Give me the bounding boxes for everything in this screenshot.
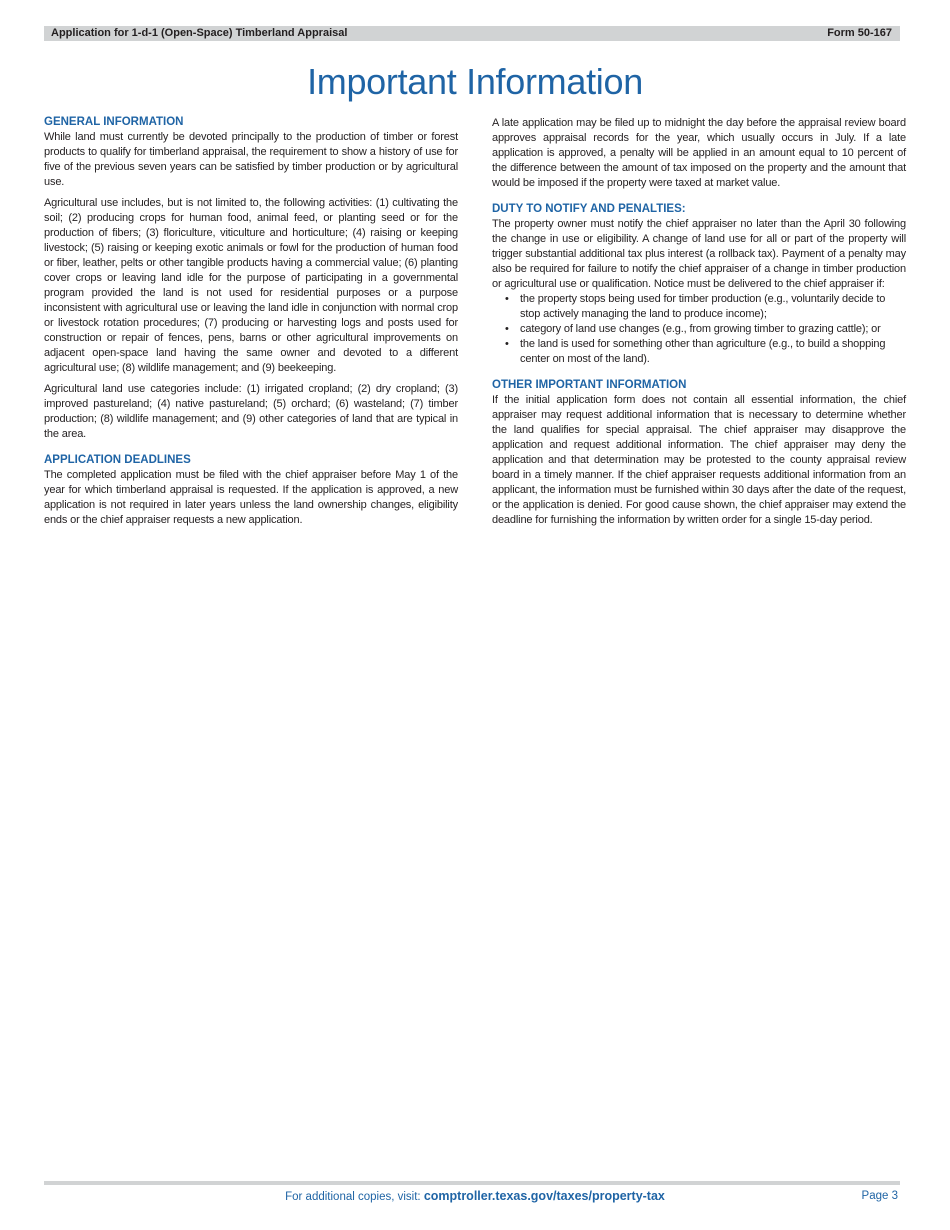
page-title: Important Information — [307, 61, 643, 102]
duty-to-notify-paragraph: The property owner must notify the chief appraiser no later than the April 30 following the change in use or eligibility. A change of land use for all or part of the property will trigger substantial additional tax plus interest (a rollback tax). Payment of a penalty may also be required for failure to notify the chief appraiser of a change in timber production or agricultural use or qualification. Notice must be delivered to the chief appraiser if: — [492, 218, 906, 290]
list-item: • the property stops being used for timber production (e.g., voluntarily decide to stop actively managing the land to produce income); — [505, 293, 886, 320]
duty-to-notify-heading: DUTY TO NOTIFY AND PENALTIES: — [492, 203, 686, 215]
notify-conditions-list — [492, 292, 906, 367]
page-footer — [0, 1188, 950, 1204]
right-column — [492, 116, 906, 534]
form-number: Form 50-167 — [827, 27, 892, 39]
general-information-paragraph-2: Agricultural use includes, but is not limited to, the following activities: (1) cultivating the soil; (2) producing crops for human food, animal feed, or planting seed or for the production of fibers; (3) floriculture, viticulture and horticulture; (4) raising or keeping livestock; (5) raising or keeping exotic animals or fowl for the production of human food or fiber, leather, pelts or other tangible products having a commercial value; (6) planting cover crops or leaving land idle for the purpose of participating in a governmental program provided the land is not used for residential purposes or a purpose inconsistent with agricultural use or leaving the land idle in conjunction with normal crop or livestock rotation procedures; (7) producing or harvesting logs and posts used for construction or repair of fences, pens, barns or other agricultural improvements on adjacent open-space land having the same owner and devoted to a different agricultural use; (8) wildlife management; and (9) beekeeping. — [44, 197, 458, 374]
general-information-paragraph-3: Agricultural land use categories include: (1) irrigated cropland; (2) dry cropland; (3) improved pastureland; (4) native pastureland; (5) orchard; (6) wasteland; (7) timber production; (8) wildlife management; and (9) other categories of land that are typical in the area. — [44, 383, 458, 440]
footer-copies-text: For additional copies, visit: — [285, 1191, 424, 1203]
late-application-paragraph: A late application may be filed up to midnight the day before the appraisal review board approves appraisal records for the year, which usually occurs in July. If a late application is approved, a penalty will be applied in an amount equal to 10 percent of the difference between the amount of tax imposed on the property and the amount that would be imposed if the property were taxed at market value. — [492, 117, 906, 189]
bullet-icon: • — [505, 338, 509, 350]
list-item: • the land is used for something other than agriculture (e.g., to build a shopping center on most of the land). — [505, 338, 886, 365]
general-information-heading: GENERAL INFORMATION — [44, 116, 184, 128]
footer-divider — [44, 1181, 900, 1185]
application-deadlines-heading: APPLICATION DEADLINES — [44, 454, 191, 466]
form-title: Application for 1-d-1 (Open-Space) Timberland Appraisal — [51, 27, 348, 39]
list-item: • category of land use changes (e.g., from growing timber to grazing cattle); or — [505, 323, 881, 335]
application-deadlines-paragraph: The completed application must be filed with the chief appraiser before May 1 of the year for which timberland appraisal is requested. If the application is approved, a new application is not required in later years unless the land ownership changes, eligibility ends or the chief appraiser requests a new application. — [44, 469, 458, 526]
left-column — [44, 115, 458, 534]
other-important-information-heading: OTHER IMPORTANT INFORMATION — [492, 379, 687, 391]
bullet-icon: • — [505, 323, 509, 335]
footer-url-link[interactable]: comptroller.texas.gov/taxes/property-tax — [423, 1189, 665, 1203]
footer-copies-line — [0, 1188, 950, 1205]
bullet-icon: • — [505, 293, 509, 305]
general-information-paragraph-1: While land must currently be devoted principally to the production of timber or forest products to qualify for timberland appraisal, the requirement to show a history of use for five of the previous seven years can be satisfied by timber production or by agricultural use. — [44, 131, 458, 188]
form-header-bar — [44, 26, 900, 41]
page-number: Page 3 — [861, 1190, 898, 1202]
other-important-information-paragraph: If the initial application form does not contain all essential information, the chief appraiser may request additional information that is necessary to determine whether the land qualifies for special appraisal. The chief appraiser may disapprove the application and request additional information. The chief appraiser may deny the application and that determination may be protested to the county appraisal review board in a timely manner. If the chief appraiser requests additional information from an applicant, the information must be furnished within 30 days after the date of the request, or the application is denied. For good cause shown, the chief appraiser may extend the deadline for furnishing the information by written order for a single 15-day period. — [492, 394, 906, 526]
